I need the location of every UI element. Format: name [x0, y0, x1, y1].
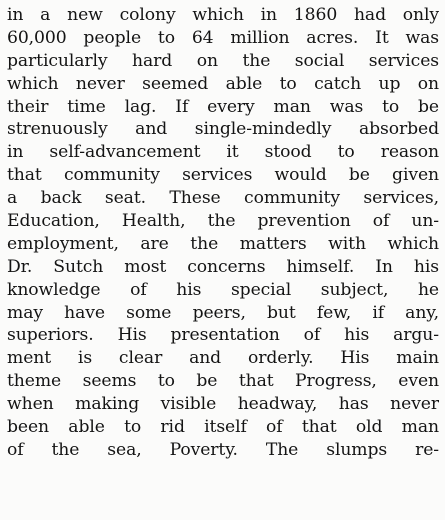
- text-line: which never seemed able to catch up on: [7, 73, 439, 94]
- body-text: [7, 4, 439, 462]
- text-line: when making visible headway, has never: [7, 394, 439, 415]
- text-line: that community services would be given: [7, 165, 439, 186]
- text-line: strenuously and single-mindedly absorbed: [7, 119, 439, 140]
- text-line: superiors. His presentation of his argu-: [7, 325, 439, 346]
- text-line: Education, Health, the prevention of un-: [7, 211, 439, 232]
- text-line: ment is clear and orderly. His main: [7, 348, 439, 369]
- text-line: in self-advancement it stood to reason: [7, 142, 439, 163]
- text-line: 60,000 people to 64 million acres. It was: [7, 27, 439, 48]
- text-line: may have some peers, but few, if any,: [7, 302, 439, 323]
- text-line: of the sea, Poverty. The slumps re-: [7, 439, 439, 460]
- text-line: employment, are the matters with which: [7, 233, 439, 254]
- text-line: been able to rid itself of that old man: [7, 417, 439, 438]
- text-line: Dr. Sutch most concerns himself. In his: [7, 256, 439, 277]
- text-line: knowledge of his special subject, he: [7, 279, 439, 300]
- text-line: a back seat. These community services,: [7, 188, 439, 209]
- text-line: particularly hard on the social services: [7, 50, 439, 71]
- text-line: theme seems to be that Progress, even: [7, 371, 439, 392]
- text-line: their time lag. If every man was to be: [7, 96, 439, 117]
- text-line: in a new colony which in 1860 had only: [7, 5, 439, 25]
